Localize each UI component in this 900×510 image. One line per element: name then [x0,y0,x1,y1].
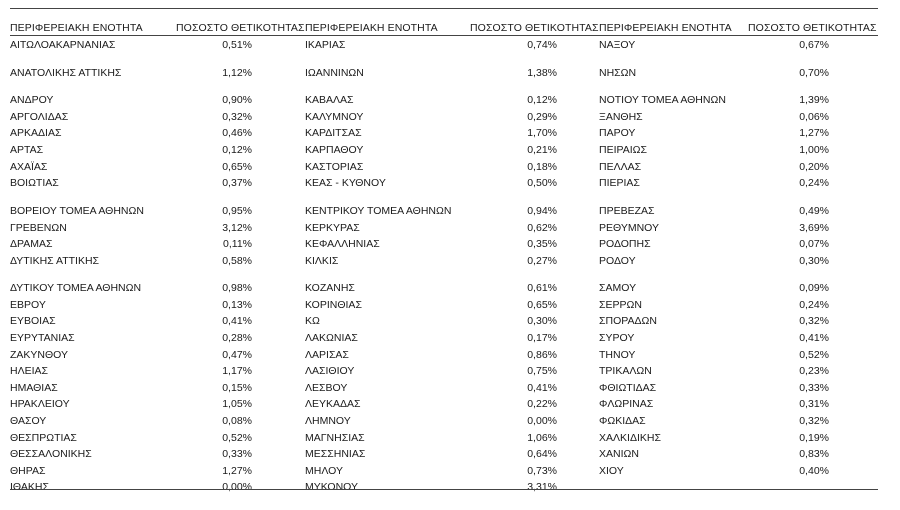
table-row-region: ΝΑΞΟΥ [599,39,636,51]
table-row-positivity-rate: 0,41% [527,382,557,394]
table-row-region: ΚΟΖΑΝΗΣ [305,282,355,294]
table-row-positivity-rate: 1,39% [799,94,829,106]
table-row-positivity-rate: 0,32% [222,111,252,123]
table-row-positivity-rate: 0,94% [527,205,557,217]
table-row-positivity-rate: 0,12% [222,144,252,156]
table-row-region: ΧΑΝΙΩΝ [599,448,639,460]
table-row-positivity-rate: 0,46% [222,127,252,139]
table-row-positivity-rate: 0,41% [799,332,829,344]
table-row-positivity-rate: 0,08% [222,415,252,427]
table-row-region: ΙΩΑΝΝΙΝΩΝ [305,67,364,79]
table-row-positivity-rate: 0,17% [527,332,557,344]
table-row-region: ΝΗΣΩΝ [599,67,637,79]
table-row-region: ΓΡΕΒΕΝΩΝ [10,222,67,234]
table-row-positivity-rate: 0,24% [799,299,829,311]
table-row-positivity-rate: 0,47% [222,349,252,361]
table-row-region: ΝΟΤΙΟΥ ΤΟΜΕΑ ΑΘΗΝΩΝ [599,94,726,106]
table-row-positivity-rate: 0,27% [527,255,557,267]
table-row-positivity-rate: 0,28% [222,332,252,344]
table-row-positivity-rate: 0,67% [799,39,829,51]
table-row-positivity-rate: 0,20% [799,161,829,173]
table-row-positivity-rate: 1,27% [799,127,829,139]
table-row-region: ΔΥΤΙΚΗΣ ΑΤΤΙΚΗΣ [10,255,100,267]
table-row-region: ΒΟΡΕΙΟΥ ΤΟΜΕΑ ΑΘΗΝΩΝ [10,205,144,217]
table-row-positivity-rate: 1,05% [222,398,252,410]
header-region-3: ΠΕΡΙΦΕΡΕΙΑΚΗ ΕΝΟΤΗΤΑ [599,22,732,34]
table-row-region: ΔΡΑΜΑΣ [10,238,53,250]
table-row-positivity-rate: 3,12% [222,222,252,234]
table-row-positivity-rate: 1,38% [527,67,557,79]
header-rule [10,35,878,36]
table-row-positivity-rate: 0,31% [799,398,829,410]
table-row-positivity-rate: 0,13% [222,299,252,311]
table-row-region: ΙΚΑΡΙΑΣ [305,39,346,51]
table-row-region: ΡΟΔΟΠΗΣ [599,238,651,250]
table-row-positivity-rate: 0,07% [799,238,829,250]
table-row-positivity-rate: 0,50% [527,177,557,189]
table-row-positivity-rate: 0,33% [222,448,252,460]
table-row-region: ΑΡΤΑΣ [10,144,44,156]
table-row-positivity-rate: 0,33% [799,382,829,394]
table-row-positivity-rate: 0,15% [222,382,252,394]
table-row-positivity-rate: 0,11% [223,238,252,250]
table-row-positivity-rate: 0,37% [222,177,252,189]
table-row-positivity-rate: 0,75% [527,365,557,377]
table-row-region: ΑΧΑΪΑΣ [10,161,48,173]
table-row-region: ΚΩ [305,315,320,327]
table-row-region: ΠΡΕΒΕΖΑΣ [599,205,655,217]
table-row-positivity-rate: 0,24% [799,177,829,189]
table-row-region: ΦΩΚΙΔΑΣ [599,415,646,427]
table-row-positivity-rate: 0,12% [527,94,557,106]
table-row-region: ΚΑΣΤΟΡΙΑΣ [305,161,364,173]
table-row-region: ΘΕΣΣΑΛΟΝΙΚΗΣ [10,448,92,460]
table-row-region: ΜΗΛΟΥ [305,465,343,477]
table-row-positivity-rate: 1,00% [799,144,829,156]
table-row-positivity-rate: 0,06% [799,111,829,123]
table-row-positivity-rate: 1,70% [527,127,557,139]
table-row-positivity-rate: 0,73% [527,465,557,477]
table-row-region: ΡΟΔΟΥ [599,255,636,267]
table-top-rule [10,8,878,9]
table-row-region: ΛΑΡΙΣΑΣ [305,349,349,361]
table-row-positivity-rate: 0,41% [222,315,252,327]
table-row-positivity-rate: 0,62% [527,222,557,234]
table-row-positivity-rate: 0,98% [222,282,252,294]
table-row-positivity-rate: 1,06% [527,432,557,444]
table-row-positivity-rate: 0,51% [222,39,252,51]
table-row-region: ΕΥΡΥΤΑΝΙΑΣ [10,332,75,344]
table-row-region: ΜΕΣΣΗΝΙΑΣ [305,448,366,460]
table-row-positivity-rate: 0,00% [222,481,252,493]
header-rate-1: ΠΟΣΟΣΤΟ ΘΕΤΙΚΟΤΗΤΑΣ [176,22,305,34]
table-row-positivity-rate: 0,83% [799,448,829,460]
table-row-positivity-rate: 0,52% [222,432,252,444]
table-row-region: ΑΡΓΟΛΙΔΑΣ [10,111,69,123]
table-row-region: ΚΕΦΑΛΛΗΝΙΑΣ [305,238,380,250]
table-row-region: ΚΑΛΥΜΝΟΥ [305,111,364,123]
table-row-region: ΠΕΛΛΑΣ [599,161,642,173]
table-row-region: ΦΘΙΩΤΙΔΑΣ [599,382,657,394]
table-row-positivity-rate: 0,22% [527,398,557,410]
table-row-region: ΔΥΤΙΚΟΥ ΤΟΜΕΑ ΑΘΗΝΩΝ [10,282,142,294]
table-row-positivity-rate: 0,30% [527,315,557,327]
table-row-region: ΚΑΡΠΑΘΟΥ [305,144,364,156]
table-row-region: ΘΑΣΟΥ [10,415,47,427]
table-row-positivity-rate: 0,32% [799,415,829,427]
table-row-region: ΛΗΜΝΟΥ [305,415,351,427]
table-row-positivity-rate: 0,23% [799,365,829,377]
table-row-region: ΦΛΩΡΙΝΑΣ [599,398,654,410]
table-row-region: ΕΒΡΟΥ [10,299,46,311]
table-row-region: ΖΑΚΥΝΘΟΥ [10,349,69,361]
table-row-positivity-rate: 0,09% [799,282,829,294]
table-row-positivity-rate: 0,40% [799,465,829,477]
table-row-region: ΤΡΙΚΑΛΩΝ [599,365,652,377]
table-row-region: ΑΝΑΤΟΛΙΚΗΣ ΑΤΤΙΚΗΣ [10,67,122,79]
table-row-region: ΜΑΓΝΗΣΙΑΣ [305,432,365,444]
table-row-positivity-rate: 0,35% [527,238,557,250]
table-row-positivity-rate: 0,70% [799,67,829,79]
table-row-positivity-rate: 0,49% [799,205,829,217]
table-row-positivity-rate: 0,61% [527,282,557,294]
table-row-positivity-rate: 0,32% [799,315,829,327]
table-row-region: ΛΑΣΙΘΙΟΥ [305,365,355,377]
table-row-region: ΒΟΙΩΤΙΑΣ [10,177,59,189]
table-row-region: ΛΑΚΩΝΙΑΣ [305,332,358,344]
table-row-region: ΧΙΟΥ [599,465,624,477]
table-row-region: ΡΕΘΥΜΝΟΥ [599,222,660,234]
table-row-positivity-rate: 0,30% [799,255,829,267]
table-row-region: ΗΜΑΘΙΑΣ [10,382,58,394]
table-row-region: ΛΕΣΒΟΥ [305,382,348,394]
table-row-positivity-rate: 0,29% [527,111,557,123]
table-row-positivity-rate: 0,19% [799,432,829,444]
table-row-region: ΘΕΣΠΡΩΤΙΑΣ [10,432,77,444]
table-row-positivity-rate: 3,69% [799,222,829,234]
table-row-positivity-rate: 0,18% [527,161,557,173]
table-row-positivity-rate: 0,86% [527,349,557,361]
table-row-region: ΑΝΔΡΟΥ [10,94,54,106]
table-row-region: ΙΘΑΚΗΣ [10,481,49,493]
table-row-region: ΚΙΛΚΙΣ [305,255,339,267]
table-row-positivity-rate: 1,27% [222,465,252,477]
table-row-region: ΗΛΕΙΑΣ [10,365,49,377]
table-row-region: ΚΟΡΙΝΘΙΑΣ [305,299,362,311]
table-row-region: ΣΥΡΟΥ [599,332,635,344]
table-row-region: ΚΑΒΑΛΑΣ [305,94,354,106]
table-row-region: ΗΡΑΚΛΕΙΟΥ [10,398,70,410]
table-row-region: ΚΕΑΣ - ΚΥΘΝΟΥ [305,177,386,189]
header-rate-2: ΠΟΣΟΣΤΟ ΘΕΤΙΚΟΤΗΤΑΣ [470,22,599,34]
table-row-positivity-rate: 0,00% [527,415,557,427]
table-row-positivity-rate: 0,65% [222,161,252,173]
table-row-region: ΕΥΒΟΙΑΣ [10,315,56,327]
table-row-region: ΚΑΡΔΙΤΣΑΣ [305,127,362,139]
header-region-1: ΠΕΡΙΦΕΡΕΙΑΚΗ ΕΝΟΤΗΤΑ [10,22,143,34]
table-row-region: ΘΗΡΑΣ [10,465,46,477]
table-row-region: ΜΥΚΟΝΟΥ [305,481,359,493]
table-row-positivity-rate: 0,74% [527,39,557,51]
table-row-region: ΠΕΙΡΑΙΩΣ [599,144,647,156]
table-row-region: ΚΕΝΤΡΙΚΟΥ ΤΟΜΕΑ ΑΘΗΝΩΝ [305,205,452,217]
table-row-region: ΧΑΛΚΙΔΙΚΗΣ [599,432,661,444]
header-rate-3: ΠΟΣΟΣΤΟ ΘΕΤΙΚΟΤΗΤΑΣ [748,22,877,34]
table-row-positivity-rate: 0,58% [222,255,252,267]
table-row-region: ΤΗΝΟΥ [599,349,636,361]
table-row-region: ΠΙΕΡΙΑΣ [599,177,640,189]
table-row-region: ΞΑΝΘΗΣ [599,111,643,123]
table-row-region: ΣΠΟΡΑΔΩΝ [599,315,657,327]
table-row-region: ΑΙΤΩΛΟΑΚΑΡΝΑΝΙΑΣ [10,39,116,51]
table-row-region: ΚΕΡΚΥΡΑΣ [305,222,360,234]
table-row-positivity-rate: 0,64% [527,448,557,460]
table-row-positivity-rate: 1,12% [222,67,252,79]
table-row-region: ΑΡΚΑΔΙΑΣ [10,127,62,139]
header-region-2: ΠΕΡΙΦΕΡΕΙΑΚΗ ΕΝΟΤΗΤΑ [305,22,438,34]
table-row-positivity-rate: 0,95% [222,205,252,217]
table-row-positivity-rate: 3,31% [527,481,557,493]
table-row-region: ΛΕΥΚΑΔΑΣ [305,398,361,410]
table-bottom-rule [10,489,878,490]
table-row-positivity-rate: 0,65% [527,299,557,311]
table-row-positivity-rate: 0,52% [799,349,829,361]
table-row-region: ΣΑΜΟΥ [599,282,637,294]
table-row-positivity-rate: 0,21% [527,144,557,156]
table-row-positivity-rate: 0,90% [222,94,252,106]
table-row-region: ΣΕΡΡΩΝ [599,299,642,311]
table-row-positivity-rate: 1,17% [222,365,252,377]
table-row-region: ΠΑΡΟΥ [599,127,636,139]
